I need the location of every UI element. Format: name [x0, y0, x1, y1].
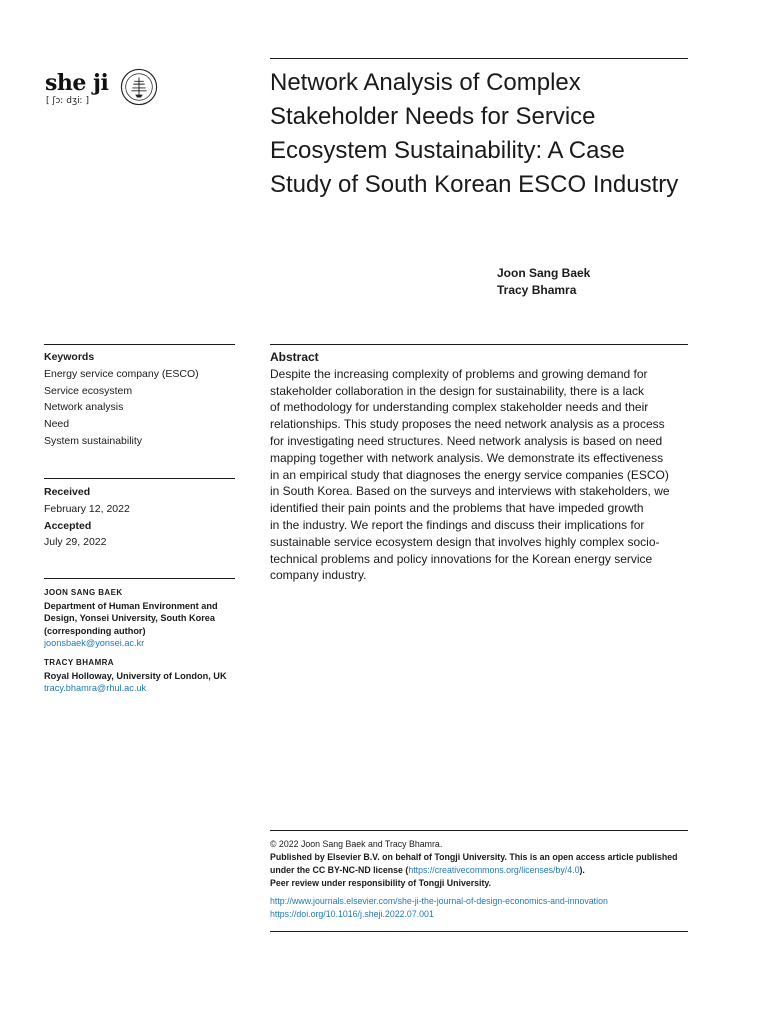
abstract-line: in the industry. We report the findings and discuss their implications for — [270, 517, 645, 532]
author-email-link[interactable]: tracy.bhamra@rhul.ac.uk — [44, 683, 147, 694]
university-seal-icon — [120, 68, 158, 106]
keywords-section — [44, 349, 234, 450]
abstract-line: company industry. — [270, 568, 367, 583]
dates-section — [44, 484, 234, 551]
keyword-item: Need — [44, 418, 70, 431]
journal-logo — [45, 68, 165, 108]
abstract-line: for investigating need structures. Need network analysis is based on need — [270, 433, 663, 448]
footer-links — [270, 895, 688, 921]
keyword-item: Network analysis — [44, 401, 124, 414]
copyright-block — [270, 838, 688, 890]
affiliations-rule — [44, 578, 235, 579]
copyright-line: © 2022 Joon Sang Baek and Tracy Bhamra. — [270, 839, 443, 849]
affiliation-line: (corresponding author) — [44, 625, 146, 636]
dates-rule — [44, 478, 235, 479]
logo-phonetic: [ ʃɔː dʒiː ] — [46, 96, 90, 106]
affiliation-author-name: JOON SANG BAEK — [44, 588, 123, 597]
abstract-line: in South Korea. Based on the surveys and interviews with stakeholders, we — [270, 484, 670, 499]
affiliation-block — [44, 587, 239, 650]
accepted-date: July 29, 2022 — [44, 536, 107, 549]
license-text-a: under the CC BY-NC-ND license ( — [270, 865, 409, 875]
abstract-line: of methodology for understanding complex stakeholder needs and their — [270, 400, 649, 415]
title-top-rule — [270, 58, 688, 59]
abstract-heading: Abstract — [270, 350, 319, 364]
license-text-b: ). — [579, 865, 585, 875]
accepted-label: Accepted — [44, 519, 92, 532]
author-email-link[interactable]: joonsbaek@yonsei.ac.kr — [44, 638, 145, 649]
published-line: Published by Elsevier B.V. on behalf of Tongji University. This is an open access article published — [270, 852, 678, 862]
abstract-line: mapping together with network analysis. We demonstrate its effectiveness — [270, 450, 664, 465]
keywords-rule — [44, 344, 235, 345]
received-label: Received — [44, 486, 91, 498]
doi-link[interactable]: https://doi.org/10.1016/j.sheji.2022.07.001 — [270, 909, 434, 919]
keyword-item: Service ecosystem — [44, 384, 133, 397]
affiliation-author-name: TRACY BHAMRA — [44, 657, 114, 667]
keyword-item: Energy service company (ESCO) — [44, 367, 199, 380]
license-line — [270, 864, 688, 877]
affiliations-section — [44, 587, 239, 695]
abstract-line: Despite the increasing complexity of problems and growing demand for — [270, 366, 648, 381]
affiliation-line: Royal Holloway, University of London, UK — [44, 670, 227, 681]
peer-review-line: Peer review under responsibility of Tongji University. — [270, 878, 492, 888]
affiliation-line: Department of Human Environment and — [44, 600, 218, 611]
logo-wordmark: she ji — [45, 70, 109, 96]
footer-bottom-rule — [270, 931, 688, 932]
abstract-section — [270, 349, 688, 584]
license-link[interactable]: https://creativecommons.org/licenses/by/4.0 — [408, 865, 580, 875]
footer-top-rule — [270, 830, 688, 831]
author-list — [497, 265, 590, 299]
author-name: Joon Sang Baek — [497, 266, 591, 280]
abstract-line: identified their pain points and the problems that have impeded growth — [270, 501, 644, 516]
abstract-line: relationships. This study proposes the need network analysis as a process — [270, 417, 665, 432]
author-name: Tracy Bhamra — [497, 283, 577, 297]
article-title: Network Analysis of Complex Stakeholder Needs for Service Ecosystem Sustainability: A Case Study of South Korean ESCO Industry — [270, 69, 679, 198]
abstract-rule — [270, 344, 688, 345]
abstract-line: stakeholder collaboration in the design for sustainability, there is a lack — [270, 383, 644, 398]
affiliation-line: Design, Yonsei University, South Korea — [44, 613, 216, 624]
affiliation-block — [44, 657, 239, 695]
journal-homepage-link[interactable]: http://www.journals.elsevier.com/she-ji-the-journal-of-design-economics-and-innovation — [270, 896, 608, 906]
received-date: February 12, 2022 — [44, 502, 130, 515]
keywords-heading: Keywords — [44, 351, 95, 363]
abstract-line: technical problems and policy innovations for the Korean energy service — [270, 551, 653, 566]
abstract-line: sustainable service ecosystem design that involves highly complex socio- — [270, 534, 660, 549]
keyword-item: System sustainability — [44, 434, 143, 447]
abstract-line: in an empirical study that diagnoses the energy service companies (ESCO) — [270, 467, 669, 482]
